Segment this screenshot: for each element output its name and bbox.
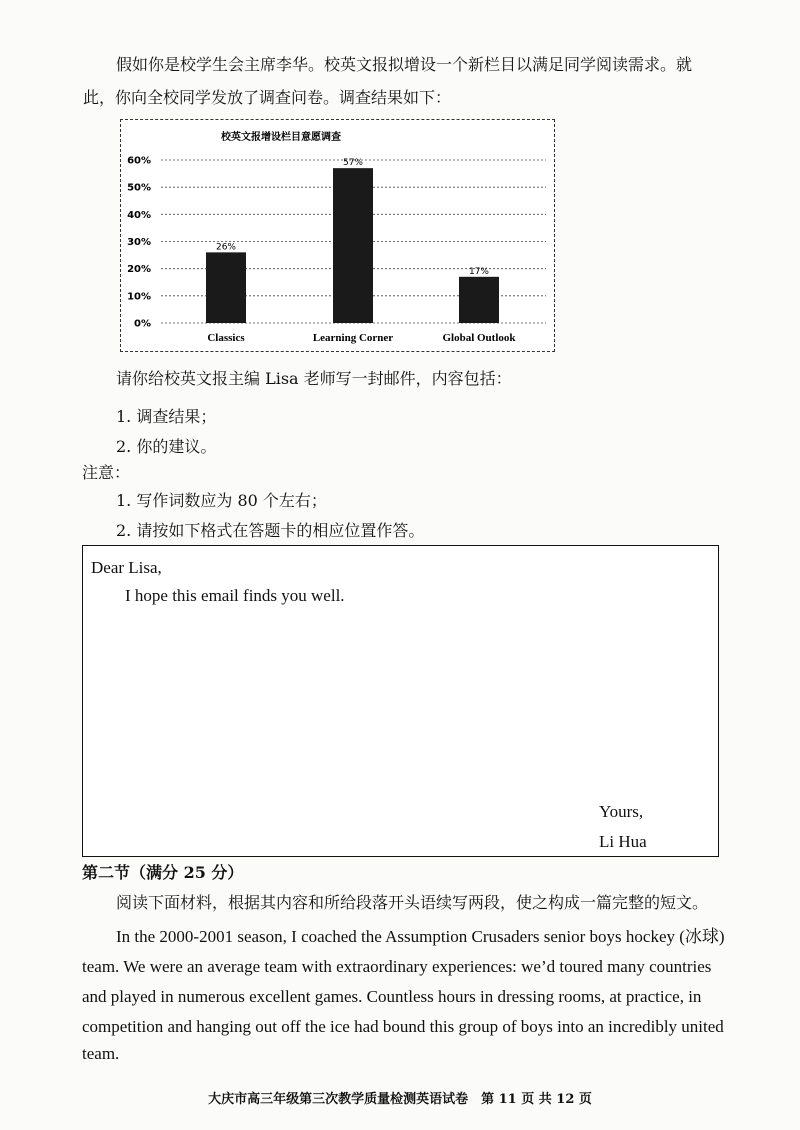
email-opening: I hope this email finds you well. [125,586,345,605]
page-footer: 大庆市高三年级第三次教学质量检测英语试卷 第 11 页 共 12 页 [208,1092,592,1107]
passage-line-2: team. We were an average team with extraordinary experiences: we’d toured many countries [82,957,712,976]
y-tick-label: 60% [127,155,151,167]
bar [206,252,246,323]
category-label: Global Outlook [442,332,516,344]
passage-line-3: and played in numerous excellent games. Countless hours in dressing rooms, at practice, in [82,987,702,1006]
passage-line-4: competition and hanging out off the ice had bound this group of boys into an incredibly united [82,1017,724,1036]
y-tick-label: 40% [127,209,151,221]
y-tick-label: 10% [127,291,151,303]
note-label: 注意： [82,463,131,482]
category-label: Learning Corner [312,332,394,344]
intro-line-1: 假如你是校学生会主席李华。校英文报拟增设一个新栏目以满足同学阅读需求。就 [116,55,693,74]
intro-line-2: 此，你向全校同学发放了调查问卷。调查结果如下： [83,88,452,107]
bar [333,168,373,323]
y-tick-label: 50% [127,182,151,194]
task-item-1: 1. 调查结果； [116,407,217,426]
y-tick-label: 30% [127,237,151,248]
chart-title: 校英文报增设栏目意愿调查 [221,132,341,143]
survey-chart [120,119,555,352]
email-answer-box [82,545,719,857]
y-tick-label: 0% [134,318,151,330]
email-closing: Yours, [599,802,644,821]
bar-chart-svg [121,120,556,353]
note-2: 2. 请按如下格式在答题卡的相应位置作答。 [116,521,425,540]
email-greeting: Dear Lisa, [91,558,162,577]
passage-line-1: In the 2000-2001 season, I coached the Assumption Crusaders senior boys hockey (冰球) [116,927,725,946]
category-label: Classics [207,332,245,344]
section2-heading: 第二节（满分 25 分） [82,863,244,882]
data-label: 57% [342,158,364,169]
y-tick-label: 20% [127,264,151,276]
bar [459,277,499,323]
section2-instruction: 阅读下面材料，根据其内容和所给段落开头语续写两段，使之构成一篇完整的短文。 [116,893,709,912]
note-1: 1. 写作词数应为 80 个左右； [116,491,327,510]
task-item-2: 2. 你的建议。 [116,437,217,456]
email-signature: Li Hua [599,832,647,851]
data-label: 26% [215,242,237,253]
data-label: 17% [468,266,490,277]
task-instruction: 请你给校英文报主编 Lisa 老师写一封邮件，内容包括： [116,369,512,388]
passage-line-5: team. [82,1044,120,1063]
